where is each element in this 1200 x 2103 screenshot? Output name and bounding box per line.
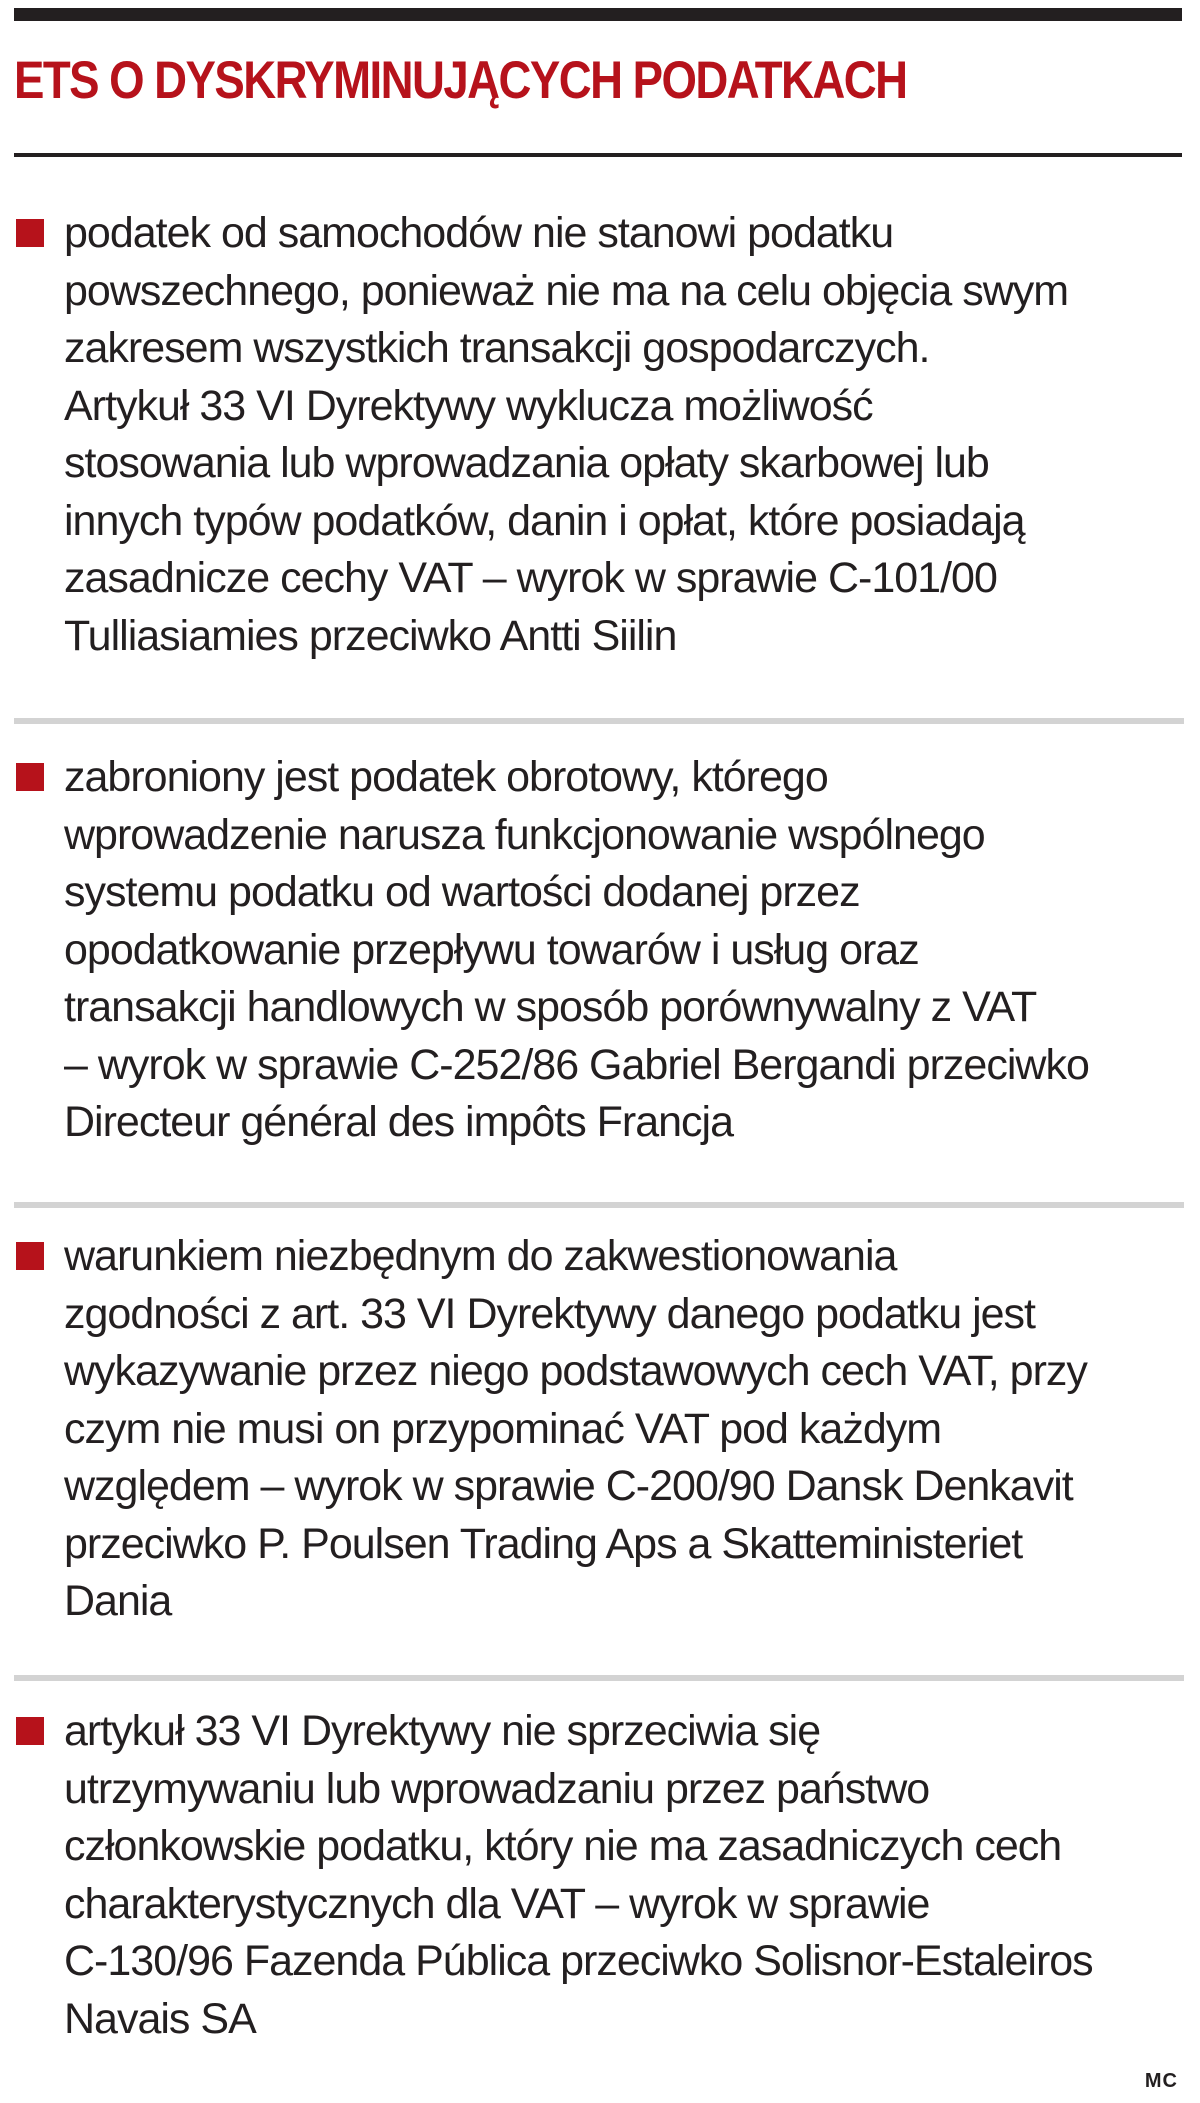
square-bullet-icon [16, 1242, 44, 1270]
square-bullet-icon [16, 763, 44, 791]
item-text: zabroniony jest podatek obrotowy, którego wprowadzenie narusza funkcjonowanie wspólnego systemu podatku od wartości dodanej przez opodatkowanie przepływu towarów i usług oraz transakcji handlowych w sposób porównywalny z VAT – wyrok w sprawie C-252/86 Gabriel Bergandi przeciwko Directeur général des impôts Francja [64, 753, 1089, 1146]
page-title: ETS O DYSKRYMINUJĄCYCH PODATKACH [14, 51, 907, 110]
square-bullet-icon [16, 219, 44, 247]
item-separator [14, 1675, 1184, 1681]
square-bullet-icon [16, 1717, 44, 1745]
item-text: podatek od samochodów nie stanowi podatku powszechnego, ponieważ nie ma na celu objęcia swym zakresem wszystkich transakcji gospodarczych. Artykuł 33 VI Dyrektywy wyklucza możliwość stosowania lub wprowadzania opłaty skarbowej lub innych typów podatków, danin i opłat, które posiadają zasadnicze cechy VAT – wyrok w sprawie C-101/00 Tulliasiamies przeciwko Antti Siilin [64, 209, 1069, 660]
item-text: warunkiem niezbędnym do zakwestionowania zgodności z art. 33 VI Dyrektywy danego podatku jest wykazywanie przez niego podstawowych cech VAT, przy czym nie musi on przypominać VAT pod każdym względem – wyrok w sprawie C-200/90 Dansk Denkavit przeciwko P. Poulsen Trading Aps a Skatteministeriet Dania [64, 1232, 1087, 1625]
item-separator [14, 718, 1184, 724]
title-rule [14, 153, 1182, 157]
author-credit: MC [1144, 2070, 1178, 2092]
item-separator [14, 1202, 1184, 1208]
top-rule [14, 8, 1182, 21]
item-text: artykuł 33 VI Dyrektywy nie sprzeciwia się utrzymywaniu lub wprowadzaniu przez państwo członkowskie podatku, który nie ma zasadniczych cech charakterystycznych dla VAT – wyrok w sprawie C-130/96 Fazenda Pública przeciwko Solisnor-Estaleiros Navais SA [64, 1707, 1093, 2043]
